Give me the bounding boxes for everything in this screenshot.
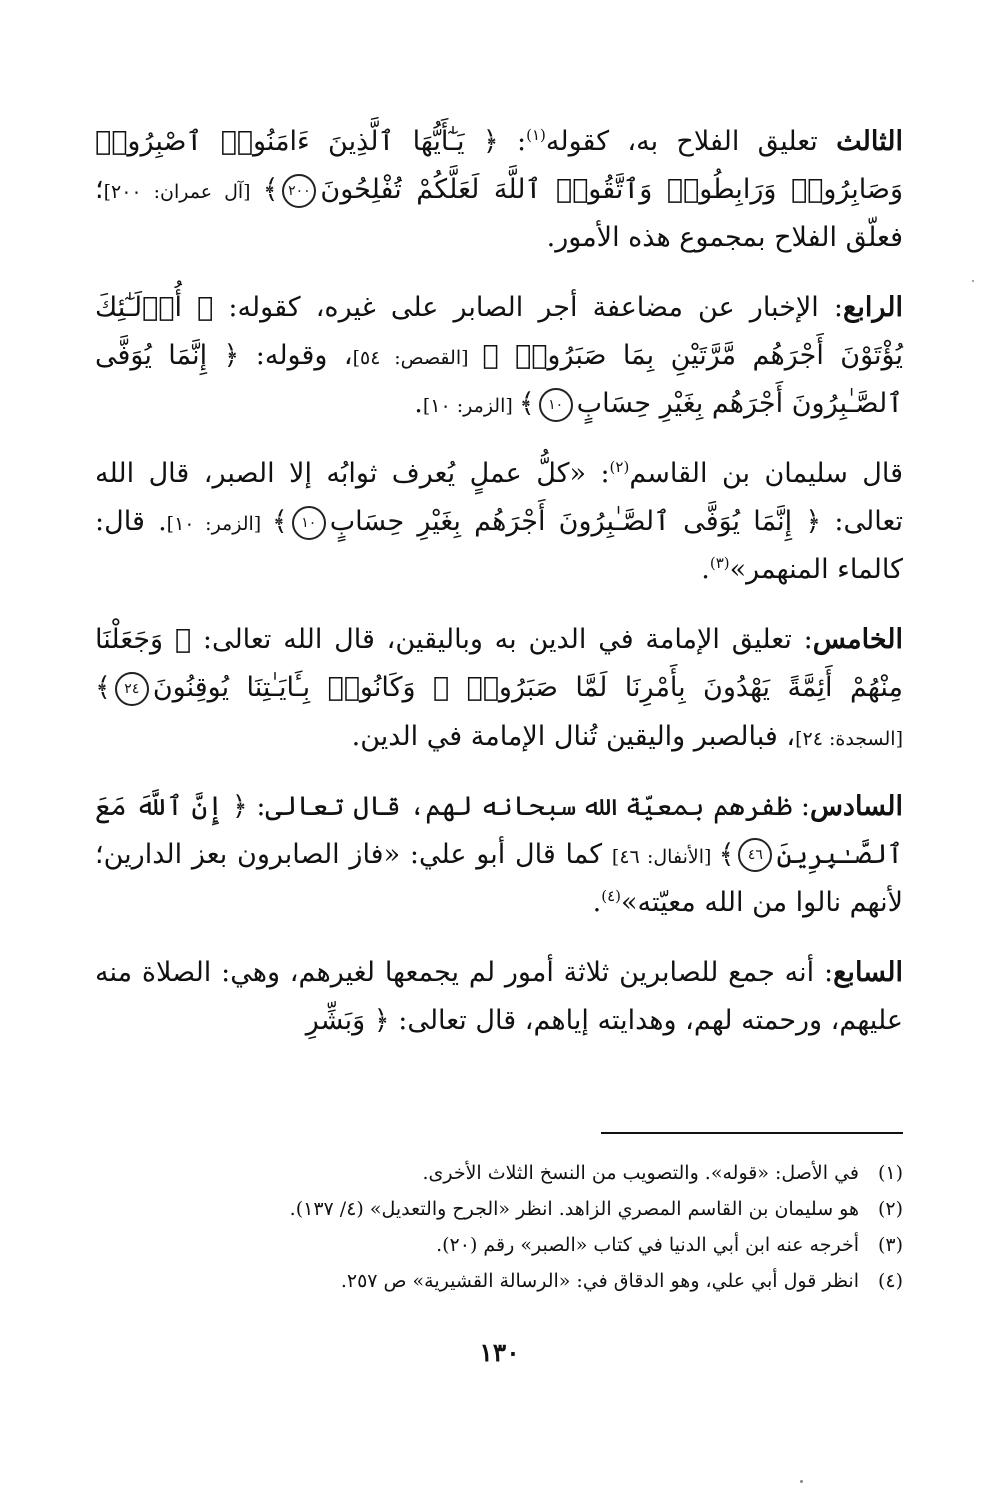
footnote-marker: (٢) — [609, 458, 630, 477]
quran-verse: ﴿ إِنَّمَا يُوَفَّى ٱلصَّـٰبِرُونَ أَجْرَهُم بِغَيْرِ حِسَابٍ — [329, 506, 822, 538]
verse-reference: [السجدة: ٢٤] — [795, 727, 903, 750]
footnote-item — [95, 1227, 903, 1263]
paragraph-fourth — [95, 284, 903, 428]
page-number: ١٣٠ — [479, 1338, 520, 1367]
text-run: قال سليمان بن القاسم — [629, 458, 903, 490]
scan-speck — [800, 1480, 803, 1483]
quran-bracket: ﴾ — [95, 672, 111, 704]
quran-bracket: ﴾ — [262, 174, 279, 206]
footnotes — [95, 1155, 903, 1299]
footnote-marker: (٤) — [601, 886, 621, 905]
footnote-number: (٤) — [877, 1270, 903, 1293]
text-run: ؛ فعلّق الفلاح بمجموع هذه الأمور. — [95, 174, 903, 254]
text-run: : — [498, 126, 527, 157]
quran-verse: ﴿ إِنَّمَا يُوَفَّى ٱلصَّـٰبِرُونَ أَجْرَهُم بِغَيْرِ حِسَابٍ — [95, 340, 903, 420]
paragraph-fifth — [95, 616, 903, 760]
ayah-number-icon: ٢٤ — [115, 672, 149, 706]
quran-verse: ﴿ وَجَعَلْنَا مِنْهُمْ أَئِمَّةً يَهْدُونَ بِأَمْرِنَا لَمَّا صَبَرُوا۟ ۖ وَكَانُوا۟ بِـَٔايَـٰتِنَا يُوقِنُونَ — [95, 624, 903, 704]
footnote-divider — [601, 1132, 903, 1134]
text-run: . — [414, 388, 423, 420]
ayah-number-icon: ٢٠٠ — [282, 174, 316, 208]
text-run: : «كلُّ عملٍ يُعرف ثوابُه إلا الصبر، قال الله تعالى: — [95, 458, 903, 538]
quran-bracket: ﴾ — [518, 388, 535, 420]
text-run: تعليق الفلاح به، كقوله — [545, 126, 837, 157]
quran-verse: ﴿ أُو۟لَـٰٓئِكَ يُؤْتَوْنَ أَجْرَهُم مَّرَّتَيْنِ بِمَا صَبَرُوا۟ ﴾ — [95, 292, 903, 372]
footnote-marker: (١) — [526, 126, 546, 144]
text-run: . — [701, 554, 710, 586]
text-run: ، وقوله: — [239, 340, 353, 372]
text-run: . قال: كالماء المنهمر» — [95, 506, 903, 586]
text-run: : أنه جمع للصابرين ثلاثة أمور لم يجمعها لغيرهم، وهي: الصلاة منه عليهم، ورحمته لهم، وهدايته إياهم، قال تعالى: — [95, 956, 903, 1036]
text-run: : الإخبار عن مضاعفة أجر الصابر على غيره، كقوله: — [213, 292, 843, 324]
text-run: . — [592, 886, 602, 918]
footnote-item — [95, 1191, 903, 1227]
quran-verse: ﴿ يَـٰٓأَيُّهَا ٱلَّذِينَ ءَامَنُوا۟ ٱصْبِرُوا۟ وَصَابِرُوا۟ وَرَابِطُوا۟ وَٱتَّقُوا۟ ٱللَّهَ لَعَلَّكُمْ تُفْلِحُونَ — [95, 126, 903, 206]
paragraph-quote-sulayman — [95, 450, 903, 594]
quran-bracket: ﴾ — [271, 506, 288, 538]
verse-reference: [الزمر: ١٠] — [166, 513, 272, 536]
paragraph-lead: الرابع — [842, 292, 903, 324]
paragraph-lead: الخامس — [812, 624, 903, 656]
quran-verse: ﴿ وَبَشِّرِ — [305, 1004, 390, 1036]
scan-speck — [972, 280, 974, 282]
footnote-number: (٣) — [877, 1234, 903, 1257]
quran-verse: ﴿ إِنَّ ٱللَّهَ مَعَ ٱلصَّـٰبِرِينَ — [95, 790, 903, 870]
paragraph-lead: السادس — [809, 790, 903, 822]
verse-reference: [آل عمران: ٢٠٠] — [103, 181, 263, 204]
text-run: ، فبالصبر واليقين تُنال الإمامة في الدين. — [351, 720, 796, 752]
verse-reference: [القصص: ٥٤] — [352, 347, 483, 370]
paragraph-lead: السابع — [833, 956, 903, 988]
footnote-number: (١) — [877, 1162, 903, 1184]
footnote-item — [95, 1155, 903, 1191]
ayah-number-icon: ١٠ — [539, 388, 573, 422]
footnote-marker: (٣) — [709, 554, 730, 573]
ayah-number-icon: ٤٦ — [738, 838, 772, 872]
footnote-item — [95, 1263, 903, 1299]
verse-reference: [الزمر: ١٠] — [422, 395, 519, 418]
footnote-text: أخرجه عنه ابن أبي الدنيا في كتاب «الصبر» رقم (٢٠). — [436, 1234, 859, 1257]
text-run: : ظفرهم بمعيّة الله سبحانه لهم، قال تعالى: — [247, 790, 810, 822]
paragraph-sixth — [95, 783, 903, 927]
footnote-text: في الأصل: «قوله». والتصويب من النسخ الثلاث الأخرى. — [422, 1162, 859, 1184]
footnote-text: انظر قول أبي علي، وهو الدقاق في: «الرسالة القشيرية» ص ٢٥٧. — [340, 1270, 859, 1293]
paragraph-third — [95, 118, 903, 262]
ayah-number-icon: ١٠ — [292, 506, 326, 540]
main-text — [95, 118, 903, 1067]
footnote-number: (٢) — [877, 1198, 903, 1221]
paragraph-lead: الثالث — [836, 126, 903, 157]
paragraph-seventh — [95, 949, 903, 1045]
footnote-text: هو سليمان بن القاسم المصري الزاهد. انظر «الجرح والتعديل» (٤/ ١٣٧). — [289, 1198, 859, 1221]
text-run: : تعليق الإمامة في الدين به وباليقين، قال الله تعالى: — [191, 624, 813, 656]
verse-reference: [الأنفال: ٤٦] — [611, 845, 719, 868]
quran-bracket: ﴾ — [718, 838, 735, 870]
text-run: كما قال أبو علي: «فاز الصابرون بعز الدارين؛ لأنهم نالوا من الله معيّته» — [95, 838, 903, 918]
